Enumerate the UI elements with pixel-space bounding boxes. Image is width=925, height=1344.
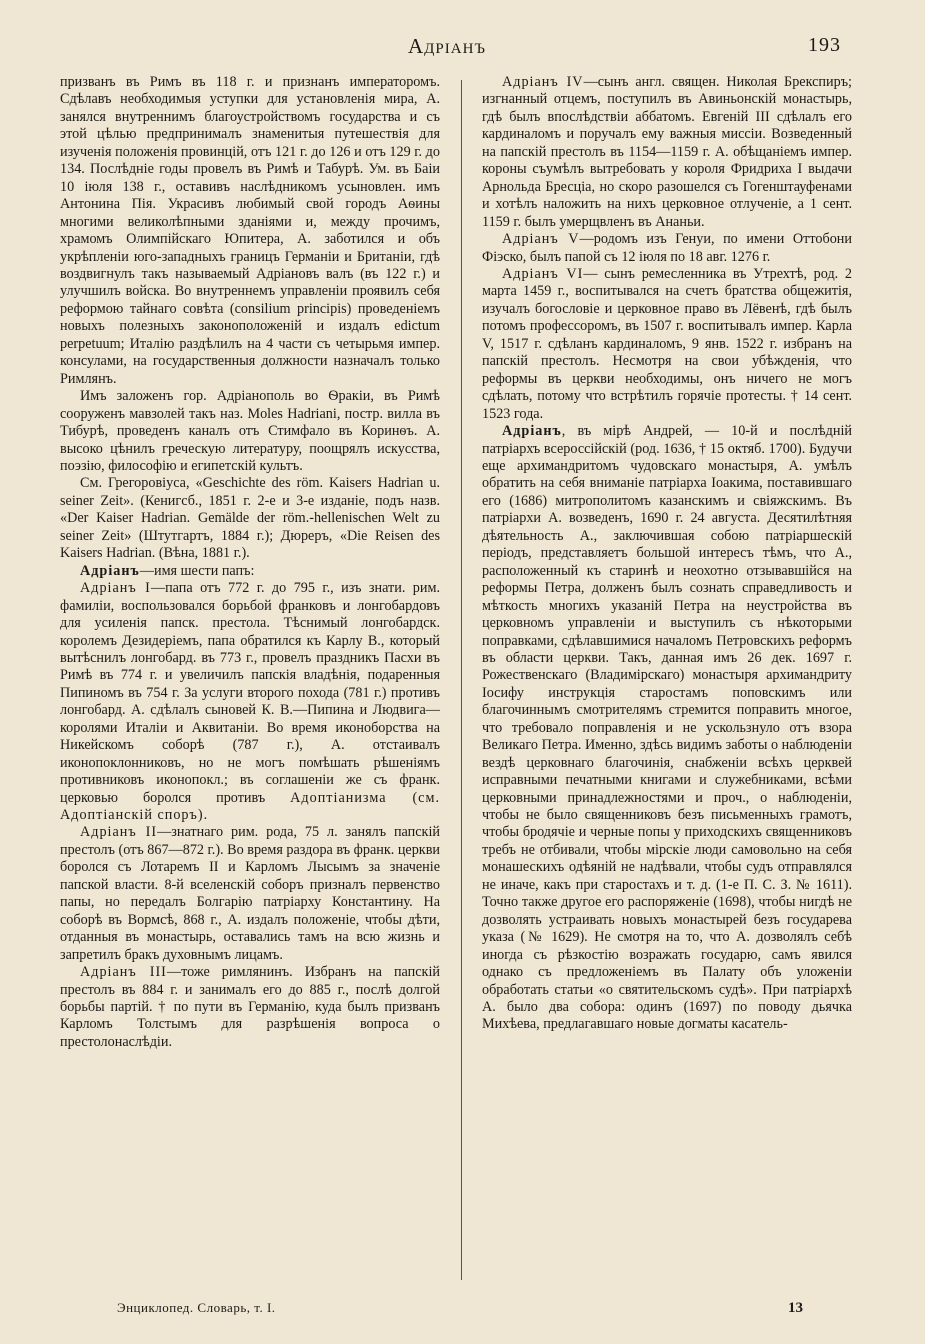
entry-headword: Адріанъ VI [502,265,584,282]
footer-sheet-number: 13 [788,1300,803,1316]
entry-headword: Адріанъ IV [502,74,584,90]
left-column [60,74,440,1051]
paragraph-hadrian-buildings: Имъ заложенъ гор. Адріанополь во Ѳракіи, въ Римѣ сооруженъ мавзолей такъ наз. Moles Hadriani, постр. вилла въ Тибурѣ, проведенъ каналъ отъ Стимфало въ Коринѳъ. А. высоко цѣнилъ греческую литературу, поощрялъ искусства, поэзію, философію и египетскій культъ. [60,388,440,474]
entry-headword: Адріанъ I [80,580,151,597]
right-column [482,74,852,1034]
entry-headword: Адріанъ [502,423,562,440]
paragraph-hadrian-emperor-cont: призванъ въ Римъ въ 118 г. и признанъ императоромъ. Сдѣлавъ необходимыя уступки для установленія мира, А. занялся внутреннимъ благоустройствомъ государства и съ этой цѣлью предпринималъ знаменитыя путешествія для изученія положенія провинцій, отъ 121 г. до 126 и отъ 129 г. до 134. Послѣдніе годы провелъ въ Римѣ и Табурѣ. Ум. въ Баіи 10 іюля 138 г., оставивъ наслѣдникомъ усыновлен. имъ Антонина Пія. Украсивъ любимый свой городъ Аѳины многими великолѣпными зданіями и, между прочимъ, храмомъ Олимпійскаго Юпитера, А. заботился и объ укрѣпленіи юго-западныхъ границъ Германіи и Британіи, гдѣ воздвигнулъ такъ называемый Адріановъ валъ (въ 122 г.) и улучшилъ войска. Во внутреннемъ управленіи проявилъ себя реформою тайнаго совѣта (consilium principis) проведеніемъ новыхъ полезныхъ законоположеній и издалъ edictum perpetuum; Италію раздѣлилъ на 4 части съ четырьмя импер. консулами, на государственныя должности назначалъ только Римлянъ. [60,74,440,387]
entry-adrian-i: Адріанъ I—папа отъ 772 г. до 795 г., изъ знати. рим. фамиліи, воспользовался борьбой франковъ и лонгобардовъ для усиленія папск. престола. Тѣснимый лонгобардск. королемъ Дезидеріемъ, папа обратился къ Карлу В., который вытѣснилъ лонгобард. въ 773 г., провелъ праздникъ Пасхи въ Римѣ въ 774 г. и увеличилъ папскія владѣнія, подаренныя Пипиномъ въ 754 г. За услуги второго похода (781 г.) противъ лонгобард. А. сдѣлалъ сыновей К. В.—Пипина и Людвига—королями Италіи и Аквитаніи. Во время иконоборства на Никейскомъ соборѣ (787 г.), А. отстаивалъ иконопоклонниковъ, но не могъ помѣшать рѣшеніямъ противниковъ иконопокл.; въ соглашеніи же съ франк. церковью боролся противъ Адоптіанизма (см. Адоптіанскій споръ). [60,580,441,824]
column-divider [461,80,462,1280]
footer-signature: Энциклопед. Словарь, т. I. [117,1300,276,1315]
entry-adrian-iv: Адріанъ IV—сынъ англ. священ. Николая Брекспиръ; изгнанный отцемъ, поступилъ въ Авиньонскій монастырь, гдѣ былъ впослѣдствіи аббатомъ. Евгеній III сдѣлалъ его кардиналомъ и поручалъ ему важныя миссіи. Возведенный на папскій престолъ въ 1154—1159 г. А. обѣщаніемъ импер. короны съумѣлъ вытребовать у короля Фридриха I выдачи Арнольда Бресціа, но скоро разошелся съ Гогенштауфенами и хотѣлъ наложить на нихъ церковное отлученіе, а 1 сент. 1159 г. былъ умерщвленъ въ Ананьи. [482,74,852,230]
entry-popes-heading: Адріанъ—имя шести папъ: [80,562,255,579]
paragraph-literature: См. Грегоровіуса, «Geschichte des röm. Kaisers Hadrian u. seiner Zeit». (Кенигсб., 1851 г. 2-е и 3-е изданіе, подъ назв. «Der Kaiser Hadrian. Gemälde der röm.-hellenischen Welt zu seiner Zeit» (Штутгартъ, 1884 г.); Дюреръ, «Die Reisen des Kaisers Hadrian. (Вѣна, 1881 г.). [60,475,440,562]
entry-headword: Адріанъ [80,562,140,579]
entry-adrian-vi: Адріанъ VI— сынъ ремесленника въ Утрехтѣ, род. 2 марта 1459 г., воспитывался на счетъ братства общежитія, изучалъ богословіе и церковное право въ Лёвенѣ, гдѣ былъ потомъ профессоромъ, въ 1507 г. воспитывалъ импер. Карла V, 1517 г. сдѣланъ кардиналомъ, 9 янв. 1522 г. избранъ на папскій престолъ. Несмотря на свои убѣжденія, что реформы въ церкви необходимы, онъ ничего не могъ сдѣлать, потому что встрѣтилъ горячіе протесты. † 14 сент. 1523 года. [482,265,852,422]
entry-adrian-iii: Адріанъ III—тоже римлянинъ. Избранъ на папскій престолъ въ 884 г. и занималъ его до 885 г., послѣ долгой борьбы партій. † по пути въ Германію, куда былъ призванъ Карломъ Толстымъ для разрѣшенія вопроса о престолонаслѣдіи. [60,964,440,1050]
entry-adrian-patriarch: Адріанъ, въ мірѣ Андрей, — 10-й и послѣдній патріархъ всероссійскій (род. 1636, † 15 октяб. 1700). Будучи еще архимандритомъ чудовскаго монастыря, А. умѣлъ обратить на себя вниманіе патріарха Іоакима, поставившаго его (1686) митрополитомъ казанскимъ и свіяжскимъ. Въ патріархи А. возведенъ, 1690 г. 24 августа. Десятилѣтняя дѣятельность А., заключившая собою патріаршескій періодъ, представляетъ большой интересъ тѣмъ, что А., расположенный къ старинѣ и неохотно отзывавшійся на реформы Петра, долженъ былъ сознать справедливость и мѣткость многихъ указаній Петра на неустройства въ церковномъ управленіи и выступилъ съ нѣкоторыми поправками, сдѣлавшимися началомъ Петровскихъ реформъ въ области церкви. Такъ, данная имъ 26 дек. 1697 г. Рожественскаго (Владимірскаго) монастыря архимандриту Іосифу инструкція старостамъ поповскимъ или благочиннымъ смотрителямъ стремится поправить многое, что требовало поправленія и не ускользнуло отъ взора Великаго Петра. Именно, здѣсь видимъ заботы о наблюденіи вездѣ церковнаго благочинія, снабженіи всѣхъ церквей исправными печатными книгами и служебниками, всѣми церковными принадлежностями и проч., о наблюденіи, чтобы не было священниковъ безъ письменныхъ грамотъ, чтобы бродячіе и черные попы у приходскихъ священниковъ требъ не отбивали, чтобы мірскіе люди самовольно на себя монашескихъ одѣяній не надѣвали, чтобы судъ отправлялся не иначе, какъ при старостахъ и т. д. (1-е П. С. З. № 1611). Точно также другое его распоряженіе (1698), чтобы нигдѣ не дозволять устраивать новыхъ монастырей безъ государева указа (№ 1629). Не смотря на то, что А. дозволялъ себѣ иногда съ рѣзкостію возражать государю, самъ явился однако съ предложеніемъ въ Палату объ уложеніи обработать статьи «о святительскомъ судѣ». При патріархѣ А. было два собора: одинъ (1697) по поводу дьячка Михѣева, предлагавшаго новые догматы касатель- [482,423,852,1033]
entry-headword: Адріанъ II [80,824,158,841]
entry-headword: Адріанъ III [80,964,167,981]
entry-adrian-ii: Адріанъ II—знатнаго рим. рода, 75 л. занялъ папскій престолъ (отъ 867—872 г.). Во время раздора въ франк. церкви боролся съ Лотаремъ II и Карломъ Лысымъ за значеніе папской власти. 8-й вселенскій соборъ призналъ первенство папы, но передалъ Болгарію патріарху Константину. На соборѣ въ Вормсѣ, 868 г., А. издалъ положеніе, чтобы дѣти, отданныя въ монастырь, оставались тамъ на всю жизнь и запретилъ бракъ духовнымъ лицамъ. [60,824,440,963]
page-number: 193 [808,34,841,56]
entry-headword: Адріанъ V [502,231,580,248]
entry-adrian-v: Адріанъ V—родомъ изъ Генуи, по имени Оттобони Фіэско, былъ папой съ 12 іюля по 18 авг. 1276 г. [482,231,852,265]
cross-reference: Адоптіанизма (см. Адоптіанскій споръ). [60,789,441,824]
running-head-title: Адріанъ [408,34,486,58]
